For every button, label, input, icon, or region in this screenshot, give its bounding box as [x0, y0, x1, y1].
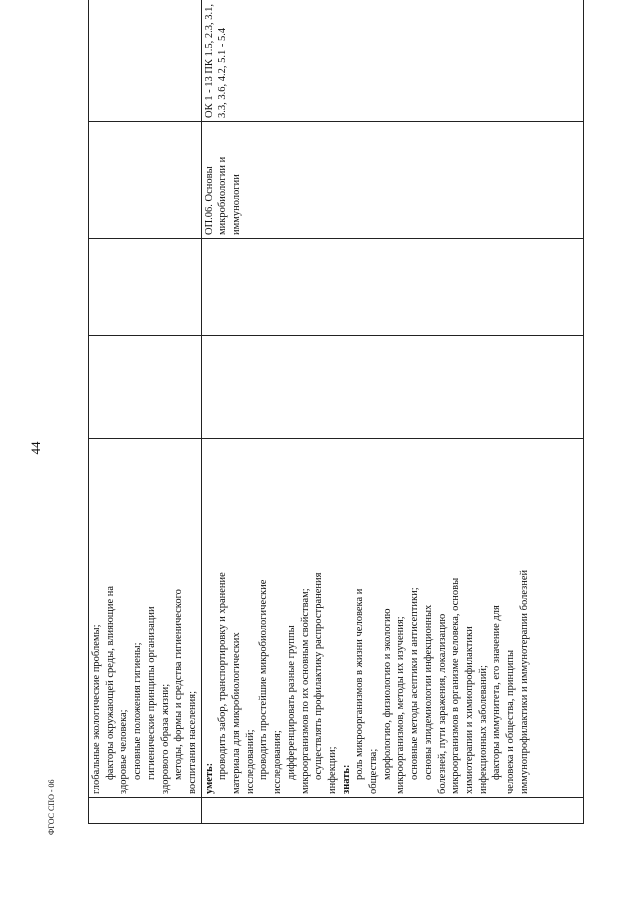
content-line: здорового образа жизни; — [159, 683, 171, 794]
content-line: общества; — [368, 748, 380, 794]
table-cell-index — [89, 798, 202, 824]
content-line: основные положения гигиены; — [132, 642, 144, 780]
content-line: исследования; — [272, 730, 284, 794]
content-line: уметь: — [203, 762, 215, 794]
footer-code: ФГОС СПО - 06 — [47, 779, 56, 835]
content-line: знать: — [340, 764, 352, 794]
content-line: проводить простейшие микробиологические — [258, 579, 270, 780]
table-cell-hours-obligatory — [89, 239, 202, 336]
content-line: здоровье человека; — [118, 709, 130, 794]
table-cell-competences: ОК 1 - 13 ПК 1.5, 2.3, 3.1, 3.3, 3.6, 4.2, 5.1 - 5.4 — [201, 0, 583, 122]
standards-table — [88, 3, 584, 824]
table-cell-discipline: ОП.06. Основы микробиологии и иммунологии — [201, 122, 583, 239]
content-line: воспитания населения; — [186, 691, 198, 794]
content-line: роль микроорганизмов в жизни человека и — [354, 588, 366, 780]
content-line: исследований; — [244, 729, 256, 794]
content-line: болезней, пути заражения, локализацию — [436, 613, 448, 794]
content-line: проводить забор, транспортировку и хранение — [217, 572, 229, 780]
table-cell-hours — [89, 336, 202, 439]
content-line: основы эпидемиологии инфекционных — [422, 604, 434, 780]
table-cell-competences — [89, 0, 202, 122]
content-line: дифференцировать разные группы — [285, 625, 297, 780]
table-cell-index — [201, 798, 583, 824]
content-line: факторы иммунитета, его значение для — [491, 605, 503, 780]
content-line: материала для микробиологических — [231, 632, 243, 794]
table-cell-content — [201, 439, 583, 798]
content-line: методы, формы и средства гигиенического — [173, 589, 185, 780]
content-line: микроорганизмов, методы их изучения; — [395, 616, 407, 794]
content-line: микроорганизмов в организме человека, основы — [450, 577, 462, 794]
content-line: химиотерапии и химиопрофилактики — [463, 626, 475, 794]
content-line: факторы окружающей среды, влияющие на — [104, 585, 116, 780]
content-line: основные методы асептики и антисептики; — [409, 587, 421, 780]
content-line: глобальные экологические проблемы; — [91, 624, 102, 794]
content-line: осуществлять профилактику распространения — [313, 572, 325, 780]
content-line: гигиенические принципы организации — [145, 606, 157, 780]
table-cell-hours-obligatory — [201, 239, 583, 336]
content-line: иммунопрофилактики и иммунотерапии болезней — [518, 569, 530, 794]
page-number: 44 — [28, 441, 43, 455]
table-cell-content — [89, 439, 202, 798]
content-line: инфекционных заболеваний; — [477, 665, 489, 794]
table-row — [201, 0, 583, 824]
content-line: морфологию, физиологию и экологию — [381, 608, 393, 780]
table-row — [89, 0, 202, 824]
table-cell-hours — [201, 336, 583, 439]
content-line: человека и общества, принципы — [505, 649, 517, 794]
content-line: микроорганизмов по их основным свойствам; — [299, 588, 311, 794]
table-cell-discipline — [89, 122, 202, 239]
content-line: инфекции; — [326, 746, 338, 794]
